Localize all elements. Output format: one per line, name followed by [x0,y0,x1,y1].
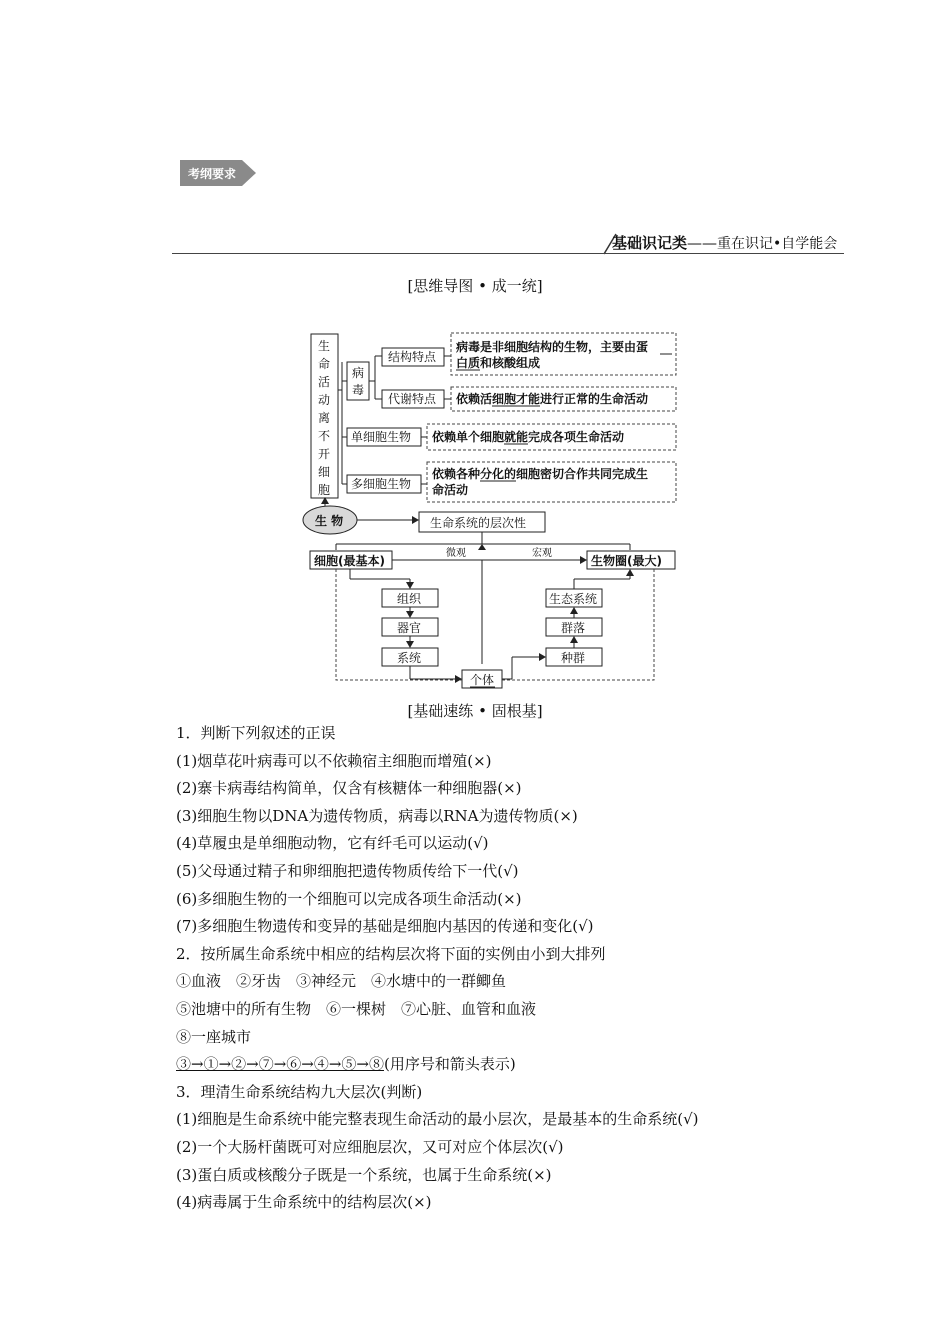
example-line: ①血液 ②牙齿 ③神经元 ④水塘中的一群鲫鱼 [176,972,507,991]
statement: (3)细胞生物以DNA为遗传物质，病毒以RNA为遗传物质(×) [176,806,578,825]
root-label [318,338,330,497]
answer-line [176,1051,876,1079]
svg-text:胞: 胞 [318,483,331,497]
svg-text:生: 生 [318,339,331,353]
micro-label: 微观 [446,548,466,559]
svg-text:离: 离 [318,411,331,425]
statement: (6)多细胞生物的一个细胞可以完成各项生命活动(×) [176,889,522,908]
hierarchy-label: 生命系统的层次性 [430,516,527,530]
example-line: ⑧一座城市 [176,1027,252,1046]
meta-label: 代谢特点 [388,392,437,406]
multicell-desc-1: 依赖各种分化的细胞密切合作共同完成生 [432,467,649,481]
system-label: 系统 [397,651,422,665]
statement: (3)蛋白质或核酸分子既是一个系统，也属于生命系统(×) [176,1165,552,1184]
svg-text:命: 命 [318,357,331,371]
multicell-desc-2: 命活动 [432,483,469,497]
practice-content [176,720,876,1217]
statement: (1)烟草花叶病毒可以不依赖宿主细胞而增殖(×) [176,751,492,770]
svg-text:活: 活 [318,375,331,389]
population-label: 种群 [561,651,586,665]
community-label: 群落 [561,621,586,635]
struct-label: 结构特点 [388,350,437,364]
organ-label: 器官 [397,621,422,635]
virus-label-1: 病 [352,366,365,380]
biosphere-label: 生物圈(最大) [591,554,662,568]
example-line: ⑤池塘中的所有生物 ⑥一棵树 ⑦心脏、血管和血液 [176,999,537,1018]
statement: (2)一个大肠杆菌既可对应细胞层次，又可对应个体层次(√) [176,1137,564,1156]
answer-note: (用序号和箭头表示) [383,1055,516,1074]
answer-sequence: ③→①→②→⑦→⑥→④→⑤→⑧ [176,1055,384,1074]
section-category: 基础识记类 [612,234,688,252]
statement: (4)草履虫是单细胞动物，它有纤毛可以运动(√) [176,834,489,853]
practice-title: [基础速练 • 固根基] [407,702,543,720]
question-3: 3．理清生命系统结构九大层次(判断) [176,1082,423,1101]
ecosystem-label: 生态系统 [549,592,598,606]
tissue-label: 组织 [397,592,422,606]
unicell-label: 单细胞生物 [351,430,412,444]
svg-text:不: 不 [318,429,331,443]
struct-desc-1: 病毒是非细胞结构的生物，主要由蛋 [456,340,649,354]
organism-label: 生 物 [315,514,344,528]
statement: (1)细胞是生命系统中能完整表现生命活动的最小层次，是最基本的生命系统(√) [176,1110,699,1129]
macro-label: 宏观 [532,548,552,559]
question-2: 2．按所属生命系统中相应的结构层次将下面的实例由小到大排列 [176,944,606,963]
statement: (5)父母通过精子和卵细胞把遗传物质传给下一代(√) [176,861,519,880]
svg-text:细: 细 [318,465,331,479]
statement: (2)寨卡病毒结构简单，仅含有核糖体一种细胞器(×) [176,779,522,798]
cell-label: 细胞(最基本) [314,554,385,568]
section-dash: —— [687,234,718,252]
tag-label: 考纲要求 [188,167,237,181]
svg-text:动: 动 [318,393,331,407]
meta-desc: 依赖活细胞才能进行正常的生命活动 [456,392,649,406]
svg-text:开: 开 [318,447,331,461]
question-1: 1．判断下列叙述的正误 [176,724,336,742]
multicell-label: 多细胞生物 [351,477,412,491]
statement: (4)病毒属于生命系统中的结构层次(×) [176,1193,432,1212]
unicell-desc: 依赖单个细胞就能完成各项生命活动 [432,430,625,444]
individual-label: 个体 [470,673,495,687]
mindmap-title: [思维导图 • 成一统] [407,277,543,295]
struct-desc-2: 白质和核酸组成 [456,356,541,370]
section-subtitle: 重在识记•自学能会 [717,236,838,252]
virus-label-2: 毒 [352,383,365,397]
statement: (7)多细胞生物遗传和变异的基础是细胞内基因的传递和变化(√) [176,917,594,936]
